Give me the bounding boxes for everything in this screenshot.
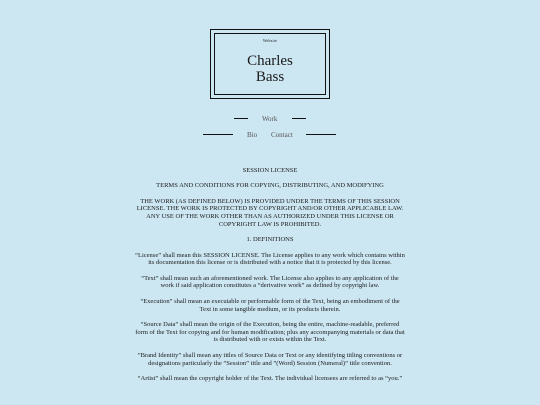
logo-kicker: Website: [262, 38, 278, 43]
logo-name-last: Bass: [255, 69, 285, 85]
logo-name: [215, 53, 325, 85]
nav-divider: [203, 134, 233, 135]
logo-name-first: Charles: [247, 53, 293, 69]
logo-inner-frame: [214, 33, 326, 95]
nav-divider: [306, 134, 336, 135]
license-subtitle: TERMS AND CONDITIONS FOR COPYING, DISTRIBUTING, AND MODIFYING: [156, 182, 384, 190]
nav-row-secondary: [0, 130, 540, 140]
site-logo[interactable]: [210, 29, 330, 99]
nav-divider: [234, 118, 248, 119]
definition-source-data: “Source Data” shall mean the origin of the Execution, being the entire, machine-readable, preferred form of the Text for copying and for human modification; plus any accompanying materials or data that is distributed with or exists within the Text.: [135, 320, 405, 344]
nav-divider: [292, 118, 306, 119]
nav-link-work[interactable]: Work: [262, 115, 278, 123]
definition-brand-identity: ”Brand Identity” shall mean any titles of Source Data or Text or any identifying titling conventions or designations particularly the ”Session” title and ”(Word) Session (Numeral)” title convention.: [137, 351, 403, 367]
nav-row-primary: [0, 114, 540, 124]
definition-execution: “Execution” shall mean an executable or performable form of the Text, being an embodiment of the Text in some tangible medium, or its products therein.: [140, 297, 400, 313]
license-notice: THE WORK (AS DEFINED BELOW) IS PROVIDED UNDER THE TERMS OF THIS SESSION LICENSE. THE WORK IS PROTECTED BY COPYRIGHT AND/OR OTHER APPLICABLE LAW. ANY USE OF THE WORK OTHER THAN AS AUTHORIZED UNDER THIS LICENSE OR COPYRIGHT LAW IS PROHIBITED.: [136, 197, 404, 228]
definitions-heading: 1. DEFINITIONS: [246, 236, 294, 244]
license-content: [134, 167, 406, 390]
definition-artist: “Artist” shall mean the copyright holder of the Text. The individual licensees are referred to as “you.”: [137, 374, 403, 382]
definition-text: “Text” shall mean such an aforementioned work. The License also applies to any application of the work if said application constitutes a “derivative work” as defined by copyright law.: [141, 274, 399, 290]
license-title: SESSION LICENSE: [242, 167, 298, 174]
nav-link-contact[interactable]: Contact: [271, 131, 293, 139]
definition-license: “License” shall mean this SESSION LICENSE. The License applies to any work which contains within its documentation this license or is distributed with a notice that it is protected by this license.: [135, 251, 405, 267]
nav-link-bio[interactable]: Bio: [247, 131, 258, 139]
